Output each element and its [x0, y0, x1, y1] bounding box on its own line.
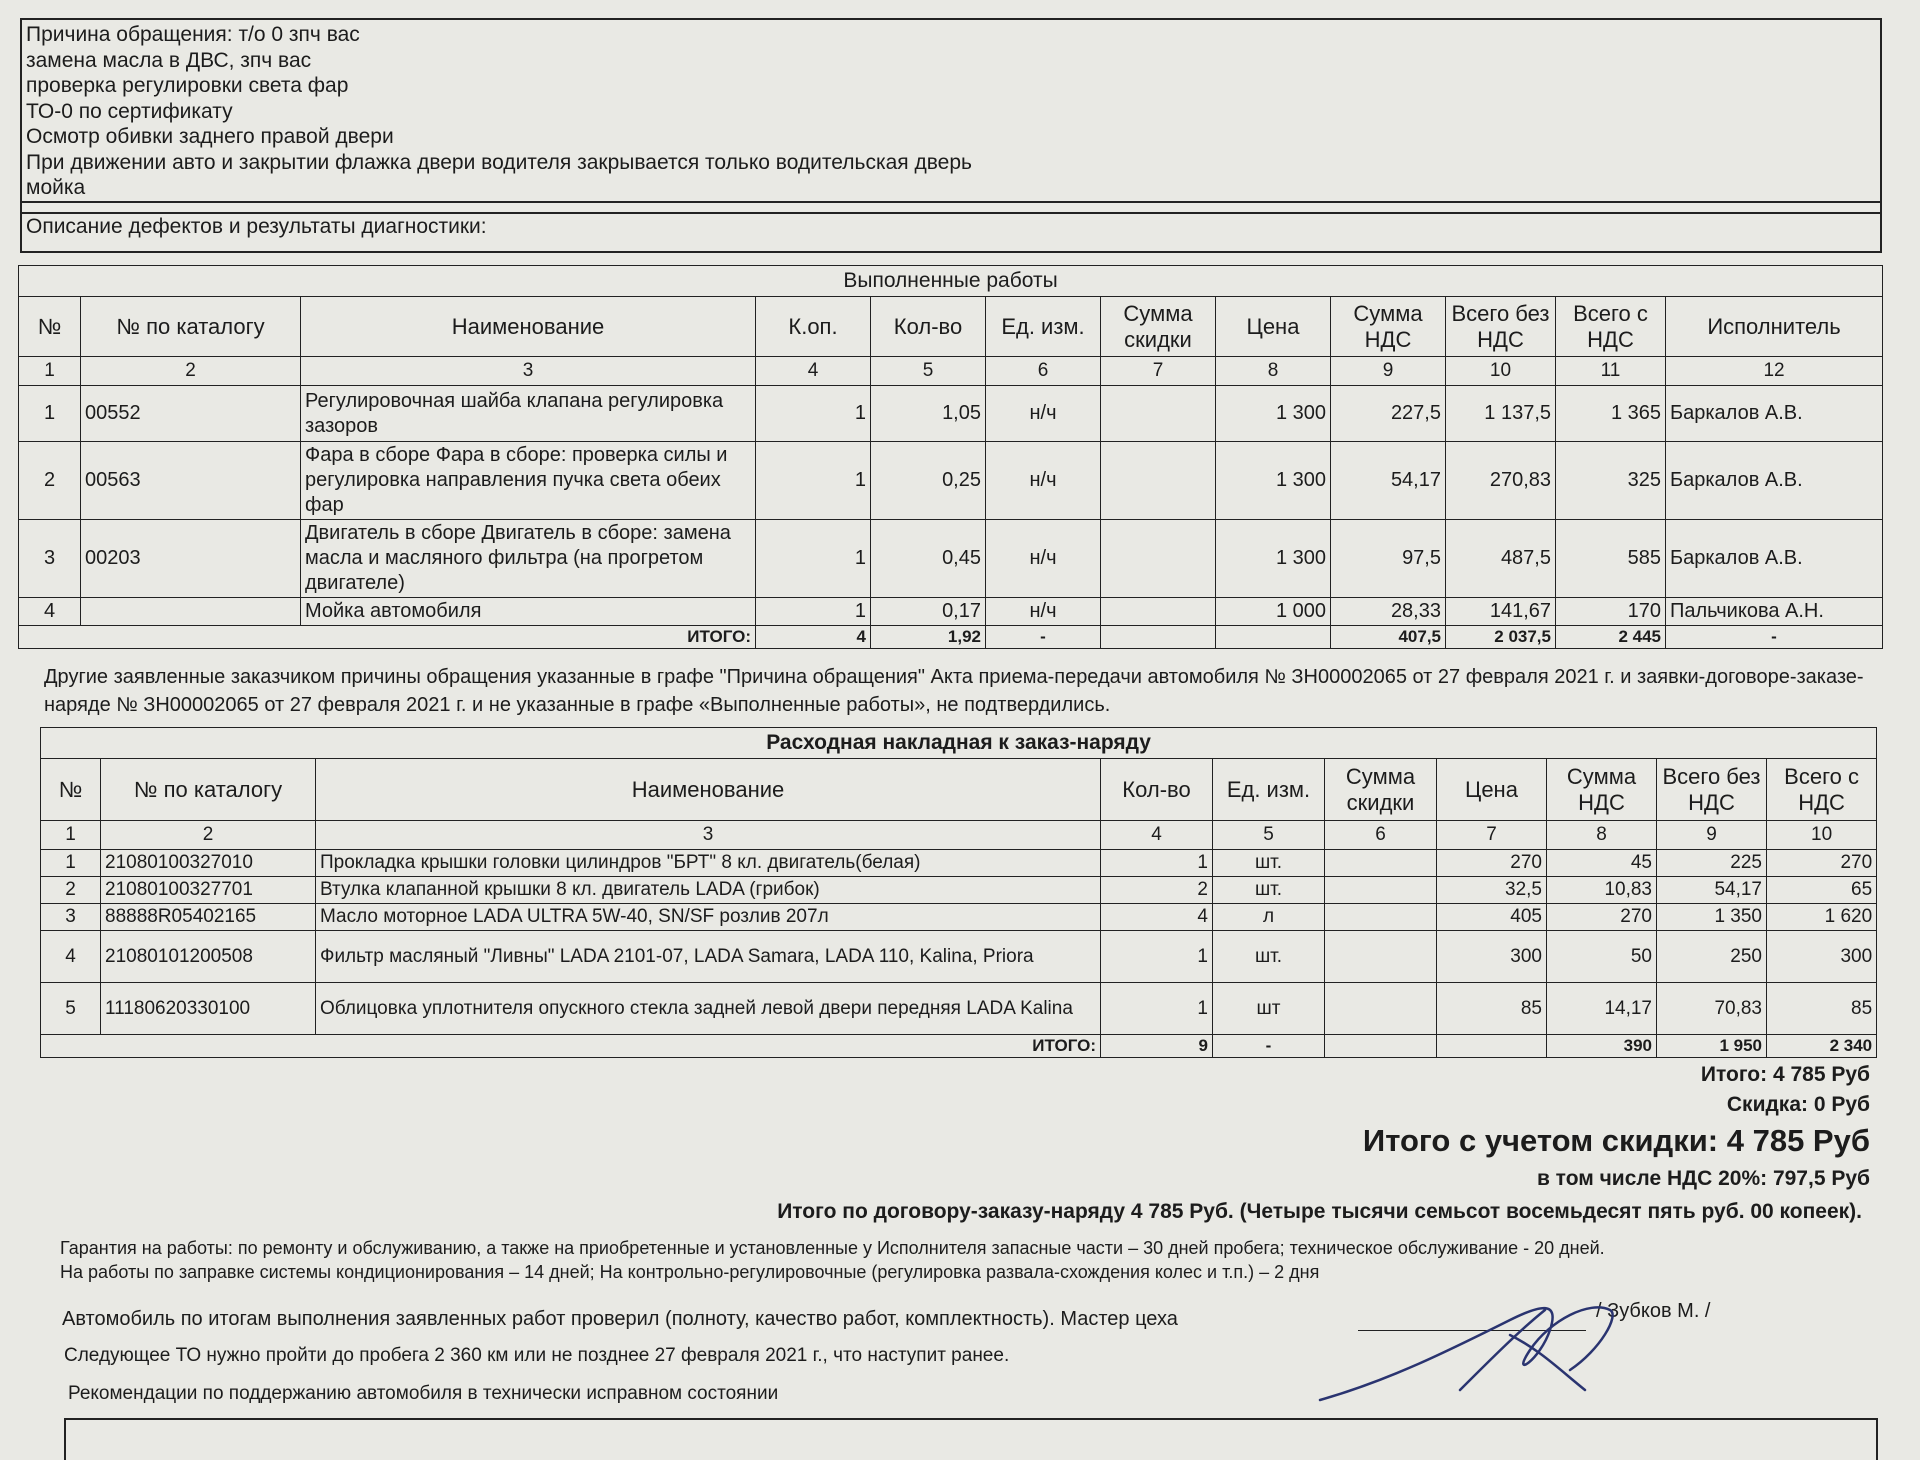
cell-vat: 270 — [1547, 904, 1657, 931]
cell-price: 1 300 — [1216, 386, 1331, 442]
col-number: 2 — [81, 357, 301, 386]
cell-price: 85 — [1437, 983, 1547, 1035]
cell-vat: 45 — [1547, 850, 1657, 877]
col-number: 8 — [1216, 357, 1331, 386]
cell-total: 585 — [1556, 520, 1666, 598]
cell-unit: н/ч — [986, 442, 1101, 520]
col-number: 12 — [1666, 357, 1883, 386]
reason-line: проверка регулировки света фар — [26, 74, 349, 97]
cell-novat: 70,83 — [1657, 983, 1767, 1035]
col-header: № — [41, 759, 101, 821]
cell-novat: 487,5 — [1446, 520, 1556, 598]
cell-n: 3 — [41, 904, 101, 931]
cell-qty: 0,45 — [871, 520, 986, 598]
total-label: ИТОГО: — [19, 626, 756, 649]
col-header: Сумма НДС — [1547, 759, 1657, 821]
total-price — [1216, 626, 1331, 649]
cell-total: 270 — [1767, 850, 1877, 877]
cell-name: Фильтр масляный "Ливны" LADA 2101-07, LADA Samara, LADA 110, Kalina, Priora — [316, 931, 1101, 983]
col-number: 4 — [756, 357, 871, 386]
cell-unit: шт. — [1213, 850, 1325, 877]
reason-box — [20, 18, 1882, 214]
col-number: 1 — [41, 821, 101, 850]
col-number: 4 — [1101, 821, 1213, 850]
table-row — [41, 850, 1877, 877]
cell-total: 300 — [1767, 931, 1877, 983]
col-number: 2 — [101, 821, 316, 850]
cell-qty: 0,25 — [871, 442, 986, 520]
cell-n: 2 — [41, 877, 101, 904]
cell-unit: н/ч — [986, 598, 1101, 626]
table-row — [41, 931, 1877, 983]
col-header: № — [19, 297, 81, 357]
col-header: Всего без НДС — [1446, 297, 1556, 357]
col-number: 6 — [986, 357, 1101, 386]
col-header: Ед. изм. — [1213, 759, 1325, 821]
table-row — [19, 386, 1883, 442]
recommend-text: Рекомендации по поддержанию автомобиля в технически исправном состоянии — [68, 1383, 779, 1404]
materials-title: Расходная накладная к заказ-наряду — [41, 728, 1877, 759]
cell-disc — [1325, 983, 1437, 1035]
col-number: 11 — [1556, 357, 1666, 386]
cell-vat: 97,5 — [1331, 520, 1446, 598]
reason-line: Причина обращения: т/о 0 зпч вас — [26, 23, 360, 46]
cell-cat: 00552 — [81, 386, 301, 442]
cell-price: 1 000 — [1216, 598, 1331, 626]
cell-name: Регулировочная шайба клапана регулировка зазоров — [301, 386, 756, 442]
cell-qty: 1 — [1101, 983, 1213, 1035]
cell-total: 1 365 — [1556, 386, 1666, 442]
table-row — [41, 877, 1877, 904]
cell-cat: 00203 — [81, 520, 301, 598]
col-number: 5 — [871, 357, 986, 386]
cell-unit: н/ч — [986, 520, 1101, 598]
total-kop: 4 — [756, 626, 871, 649]
cell-name: Мойка автомобиля — [301, 598, 756, 626]
signature-icon — [1310, 1290, 1650, 1410]
cell-novat: 54,17 — [1657, 877, 1767, 904]
cell-n: 2 — [19, 442, 81, 520]
table-row — [41, 983, 1877, 1035]
col-header: Сумма скидки — [1101, 297, 1216, 357]
cell-total: 325 — [1556, 442, 1666, 520]
cell-vat: 10,83 — [1547, 877, 1657, 904]
checked-text: Автомобиль по итогам выполнения заявленных работ проверил (полноту, качество работ, комплектность). Мастер цеха — [62, 1308, 1178, 1330]
cell-qty: 1 — [1101, 850, 1213, 877]
cell-disc — [1101, 442, 1216, 520]
col-number: 8 — [1547, 821, 1657, 850]
total-novat: 1 950 — [1657, 1035, 1767, 1058]
reason-line: При движении авто и закрытии флажка двери водителя закрывается только водительская дверь — [26, 150, 972, 174]
col-header: Цена — [1437, 759, 1547, 821]
cell-cat: 00563 — [81, 442, 301, 520]
col-number: 7 — [1437, 821, 1547, 850]
cell-kop: 1 — [756, 386, 871, 442]
cell-price: 300 — [1437, 931, 1547, 983]
cell-disc — [1101, 598, 1216, 626]
reason-line: ТО-0 по сертификату — [26, 99, 233, 123]
total-exec: - — [1666, 626, 1883, 649]
col-number: 6 — [1325, 821, 1437, 850]
cell-vat: 28,33 — [1331, 598, 1446, 626]
col-number: 9 — [1331, 357, 1446, 386]
cell-unit: л — [1213, 904, 1325, 931]
table-row — [19, 442, 1883, 520]
warranty-text: Гарантия на работы: по ремонту и обслуживанию, а также на приобретенные и установленные у Исполнителя запасные части – 30 дней пробега; техническое обслуживание - 20 дней. — [60, 1238, 1605, 1258]
warranty-text-2: На работы по заправке системы кондиционирования – 14 дней; На контрольно-регулировочные (регулировка развала-схождения колес и т.п.) – 2 дня — [60, 1262, 1320, 1282]
cell-qty: 4 — [1101, 904, 1213, 931]
defects-box — [20, 201, 1882, 253]
col-number: 5 — [1213, 821, 1325, 850]
cell-disc — [1101, 386, 1216, 442]
cell-price: 32,5 — [1437, 877, 1547, 904]
total-row — [41, 1035, 1877, 1058]
total-row — [19, 626, 1883, 649]
col-header: Сумма скидки — [1325, 759, 1437, 821]
total-label: ИТОГО: — [41, 1035, 1101, 1058]
cell-n: 4 — [41, 931, 101, 983]
col-header: Всего с НДС — [1767, 759, 1877, 821]
cell-price: 1 300 — [1216, 442, 1331, 520]
table-row — [19, 598, 1883, 626]
total-vat: 390 — [1547, 1035, 1657, 1058]
total-unit: - — [986, 626, 1101, 649]
col-header: Цена — [1216, 297, 1331, 357]
cell-price: 1 300 — [1216, 520, 1331, 598]
cell-total: 1 620 — [1767, 904, 1877, 931]
reason-line: замена масла в ДВС, зпч вас — [26, 48, 312, 72]
cell-n: 1 — [19, 386, 81, 442]
cell-n: 1 — [41, 850, 101, 877]
cell-disc — [1325, 931, 1437, 983]
cell-exec: Баркалов А.В. — [1666, 386, 1883, 442]
cell-novat: 141,67 — [1446, 598, 1556, 626]
cell-unit: н/ч — [986, 386, 1101, 442]
cell-name: Масло моторное LADA ULTRA 5W-40, SN/SF розлив 207л — [316, 904, 1101, 931]
table-row — [41, 904, 1877, 931]
cell-disc — [1325, 904, 1437, 931]
col-number: 10 — [1446, 357, 1556, 386]
cell-novat: 225 — [1657, 850, 1767, 877]
cell-n: 5 — [41, 983, 101, 1035]
col-header: К.оп. — [756, 297, 871, 357]
col-header: Всего без НДС — [1657, 759, 1767, 821]
col-header: Кол-во — [1101, 759, 1213, 821]
col-header: Всего с НДС — [1556, 297, 1666, 357]
works-table — [18, 265, 1883, 649]
cell-kop: 1 — [756, 442, 871, 520]
cell-qty: 1 — [1101, 931, 1213, 983]
cell-unit: шт. — [1213, 877, 1325, 904]
col-number: 7 — [1101, 357, 1216, 386]
cell-vat: 14,17 — [1547, 983, 1657, 1035]
cell-total: 170 — [1556, 598, 1666, 626]
col-number: 3 — [316, 821, 1101, 850]
summary-discount: Скидка: 0 Руб — [1726, 1093, 1870, 1116]
col-header: Ед. изм. — [986, 297, 1101, 357]
total-vat: 407,5 — [1331, 626, 1446, 649]
total-novat: 2 037,5 — [1446, 626, 1556, 649]
total-total: 2 340 — [1767, 1035, 1877, 1058]
cell-n: 3 — [19, 520, 81, 598]
cell-price: 270 — [1437, 850, 1547, 877]
cell-vat: 227,5 — [1331, 386, 1446, 442]
cell-novat: 1 350 — [1657, 904, 1767, 931]
col-number: 9 — [1657, 821, 1767, 850]
cell-total: 65 — [1767, 877, 1877, 904]
col-header: Исполнитель — [1666, 297, 1883, 357]
cell-cat — [81, 598, 301, 626]
summary-contract: Итого по договору-заказу-наряду 4 785 Руб. (Четыре тысячи семьсот восемьдесят пять руб. 00 копеек). — [777, 1200, 1862, 1223]
cell-qty: 2 — [1101, 877, 1213, 904]
summary-vat: в том числе НДС 20%: 797,5 Руб — [1536, 1167, 1870, 1190]
defects-label: Описание дефектов и результаты диагностики: — [26, 215, 487, 238]
table-row — [19, 520, 1883, 598]
cell-unit: шт — [1213, 983, 1325, 1035]
total-disc — [1325, 1035, 1437, 1058]
reason-line: Осмотр обивки заднего правой двери — [26, 125, 394, 148]
col-header: Кол-во — [871, 297, 986, 357]
cell-exec: Баркалов А.В. — [1666, 442, 1883, 520]
col-header: № по каталогу — [81, 297, 301, 357]
cell-name: Двигатель в сборе Двигатель в сборе: замена масла и масляного фильтра (на прогретом двигателе) — [301, 520, 756, 598]
next-to-text: Следующее ТО нужно пройти до пробега 2 360 км или не позднее 27 февраля 2021 г., что наступит ранее. — [64, 1345, 1010, 1366]
summary-total-with-discount: Итого с учетом скидки: 4 785 Руб — [1362, 1123, 1870, 1158]
col-header: Сумма НДС — [1331, 297, 1446, 357]
cell-disc — [1325, 850, 1437, 877]
cell-unit: шт. — [1213, 931, 1325, 983]
col-number: 3 — [301, 357, 756, 386]
col-header: № по каталогу — [101, 759, 316, 821]
cell-total: 85 — [1767, 983, 1877, 1035]
cell-exec: Пальчикова А.Н. — [1666, 598, 1883, 626]
notice-text: Другие заявленные заказчиком причины обращения указанные в графе "Причина обращения" Акта приема-передачи автомобиля № ЗН00002065 от 27 февраля 2021 г. и заявки-договоре-заказе-наряде № ЗН00002065 от 27 февраля 2021 г. и не указанные в графе «Выполненные работы», не подтвердились. — [44, 666, 1864, 716]
cell-novat: 270,83 — [1446, 442, 1556, 520]
cell-novat: 1 137,5 — [1446, 386, 1556, 442]
cell-vat: 50 — [1547, 931, 1657, 983]
cell-novat: 250 — [1657, 931, 1767, 983]
cell-disc — [1101, 520, 1216, 598]
cell-kop: 1 — [756, 598, 871, 626]
summary-total: Итого: 4 785 Руб — [1700, 1063, 1870, 1086]
cell-name: Фара в сборе Фара в сборе: проверка силы и регулировка направления пучка света обеих фар — [301, 442, 756, 520]
cell-name: Втулка клапанной крышки 8 кл. двигатель LADA (грибок) — [316, 877, 1101, 904]
cell-cat: 21080101200508 — [101, 931, 316, 983]
cell-kop: 1 — [756, 520, 871, 598]
materials-table — [40, 727, 1877, 1058]
works-title: Выполненные работы — [19, 266, 1883, 297]
total-unit: - — [1213, 1035, 1325, 1058]
total-total: 2 445 — [1556, 626, 1666, 649]
cell-disc — [1325, 877, 1437, 904]
cell-cat: 21080100327010 — [101, 850, 316, 877]
col-number: 1 — [19, 357, 81, 386]
total-qty: 1,92 — [871, 626, 986, 649]
cell-name: Облицовка уплотнителя опускного стекла задней левой двери передняя LADA Kalina — [316, 983, 1101, 1035]
cell-exec: Баркалов А.В. — [1666, 520, 1883, 598]
col-number: 10 — [1767, 821, 1877, 850]
col-header: Наименование — [301, 297, 756, 357]
col-header: Наименование — [316, 759, 1101, 821]
total-qty: 9 — [1101, 1035, 1213, 1058]
total-disc — [1101, 626, 1216, 649]
total-price — [1437, 1035, 1547, 1058]
recommend-box — [64, 1418, 1878, 1460]
cell-name: Прокладка крышки головки цилиндров "БРТ" 8 кл. двигатель(белая) — [316, 850, 1101, 877]
cell-price: 405 — [1437, 904, 1547, 931]
cell-qty: 0,17 — [871, 598, 986, 626]
master-name: / Зубков М. / — [1596, 1300, 1711, 1322]
cell-cat: 11180620330100 — [101, 983, 316, 1035]
cell-cat: 21080100327701 — [101, 877, 316, 904]
cell-n: 4 — [19, 598, 81, 626]
cell-qty: 1,05 — [871, 386, 986, 442]
cell-cat: 88888R05402165 — [101, 904, 316, 931]
cell-vat: 54,17 — [1331, 442, 1446, 520]
reason-line: мойка — [26, 176, 86, 199]
